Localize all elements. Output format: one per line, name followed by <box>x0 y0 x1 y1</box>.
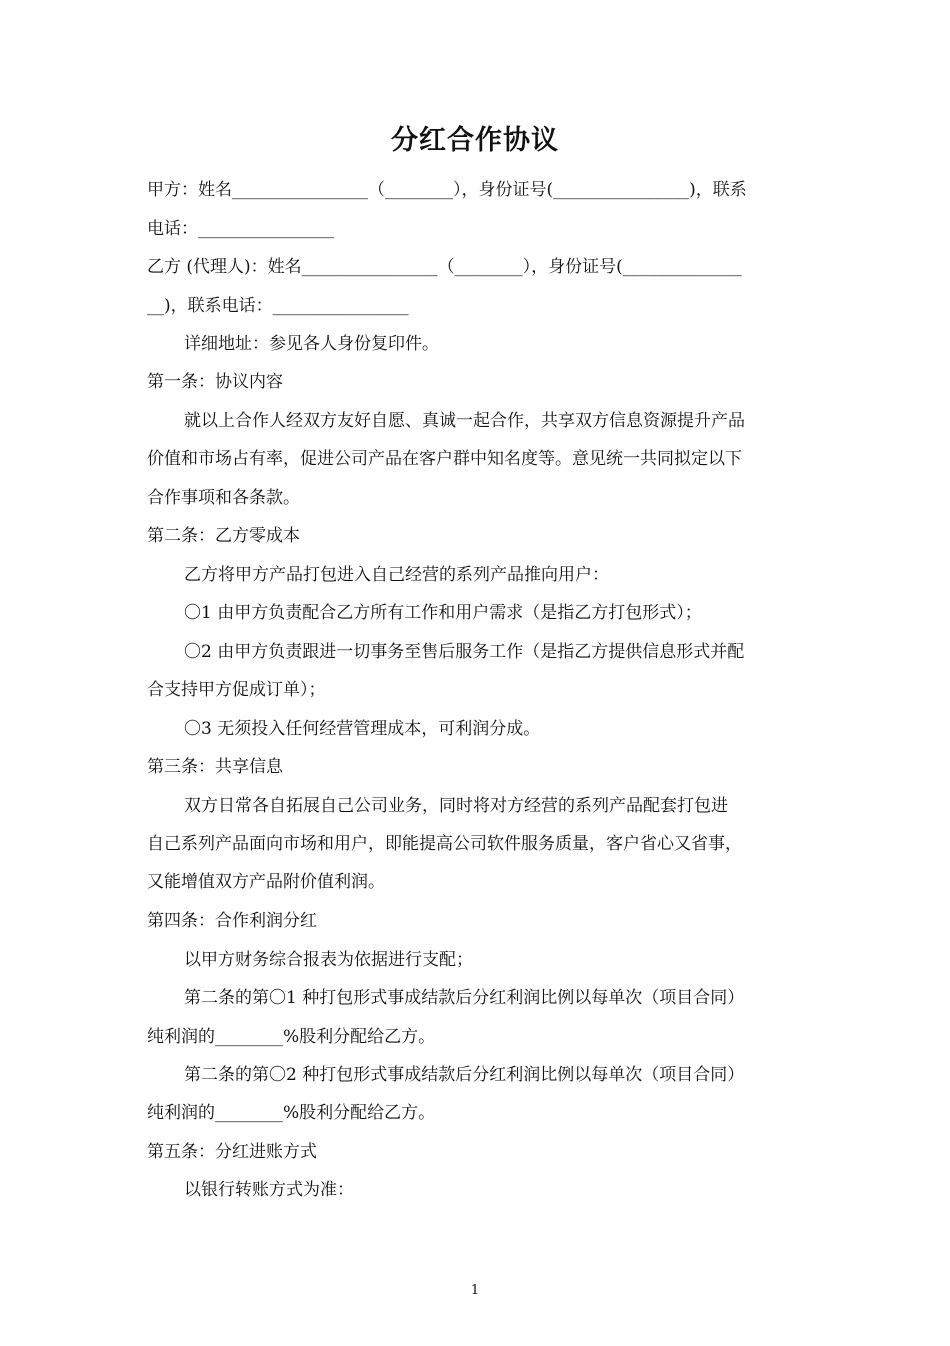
article-1-text-line: 合作事项和各条款。 <box>147 488 300 508</box>
article-2-item-2: 〇2 由甲方负责跟进一切事务至售后服务工作（是指乙方提供信息形式并配 <box>184 642 745 662</box>
article-5-text-line: 以银行转账方式为准： <box>184 1180 354 1200</box>
party-b-line: 乙方 (代理人)：姓名________________（________），身份证号(______________ <box>147 257 742 277</box>
article-4-text-line: 第二条的第〇1 种打包形式事成结款后分红利润比例以每单次（项目合同） <box>184 988 745 1008</box>
article-2-text-line: 乙方将甲方产品打包进入自己经营的系列产品推向用户： <box>184 565 609 585</box>
article-4-text-line: 纯利润的________%股利分配给乙方。 <box>147 1027 436 1047</box>
party-b-phone-line: __)，联系电话：________________ <box>147 296 409 316</box>
article-5-heading: 第五条：分红进账方式 <box>147 1142 317 1162</box>
article-1-text-line: 价值和市场占有率，促进公司产品在客户群中知名度等。意见统一共同拟定以下 <box>147 449 742 469</box>
document-title: 分红合作协议 <box>391 125 559 156</box>
article-4-heading: 第四条：合作利润分红 <box>147 911 317 931</box>
article-3-heading: 第三条：共享信息 <box>147 757 283 777</box>
article-4-text-line: 第二条的第〇2 种打包形式事成结款后分红利润比例以每单次（项目合同） <box>184 1065 745 1085</box>
address-line: 详细地址：参见各人身份复印件。 <box>184 334 439 354</box>
article-3-text-line: 双方日常各自拓展自己公司业务，同时将对方经营的系列产品配套打包进 <box>184 796 728 816</box>
article-2-heading: 第二条：乙方零成本 <box>147 526 300 546</box>
article-1-heading: 第一条：协议内容 <box>147 372 283 392</box>
article-4-text-line: 纯利润的________%股利分配给乙方。 <box>147 1103 436 1123</box>
party-a-phone-line: 电话：________________ <box>147 219 334 239</box>
article-3-text-line: 又能增值双方产品附价值利润。 <box>147 872 385 892</box>
article-4-text-line: 以甲方财务综合报表为依据进行支配； <box>184 950 473 970</box>
article-2-item-2-cont: 合支持甲方促成订单）； <box>147 680 326 700</box>
article-2-item-3: 〇3 无须投入任何经营管理成本，可利润分成。 <box>184 719 541 739</box>
article-3-text-line: 自己系列产品面向市场和用户，即能提高公司软件服务质量，客户省心又省事， <box>147 834 742 854</box>
article-1-text-line: 就以上合作人经双方友好自愿、真诚一起合作，共享双方信息资源提升产品 <box>184 411 745 431</box>
party-a-line: 甲方：姓名________________（________），身份证号(________________)，联系 <box>147 180 747 200</box>
article-2-item-1: 〇1 由甲方负责配合乙方所有工作和用户需求（是指乙方打包形式）； <box>184 603 702 623</box>
page-number: 1 <box>470 1283 480 1298</box>
